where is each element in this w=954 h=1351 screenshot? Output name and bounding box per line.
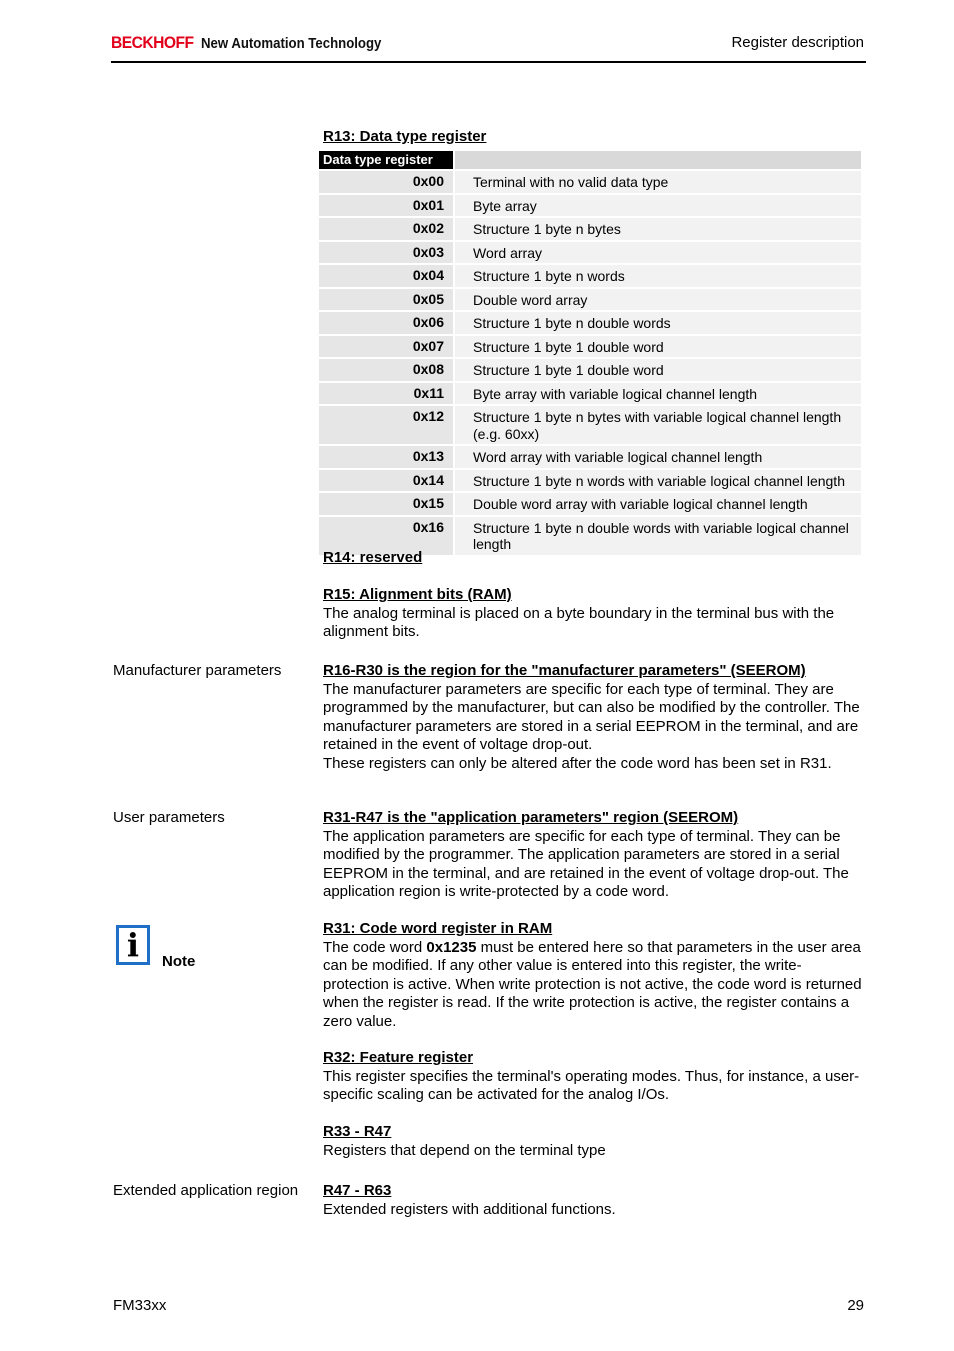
r31-section <box>323 920 863 1031</box>
type-description: Byte array with variable logical channel length <box>455 383 861 405</box>
data-type-table <box>319 151 861 557</box>
type-code: 0x13 <box>319 446 453 468</box>
r15-section <box>323 586 863 642</box>
r31-text-pre: The code word <box>323 938 427 956</box>
type-code: 0x11 <box>319 383 453 405</box>
type-description: Word array with variable logical channel length <box>455 446 861 468</box>
table-row <box>319 359 861 381</box>
type-code: 0x03 <box>319 242 453 264</box>
type-description: Byte array <box>455 195 861 217</box>
type-code: 0x07 <box>319 336 453 358</box>
table-row <box>319 289 861 311</box>
manufacturer-heading: R16-R30 is the region for the "manufacturer parameters" (SEEROM) <box>323 662 806 679</box>
type-code: 0x12 <box>319 406 453 444</box>
header-logo <box>111 33 406 55</box>
side-label-user: User parameters <box>113 809 225 826</box>
manufacturer-text-1: The manufacturer parameters are specific for each type of terminal. They are programmed by the manufacturer, but can also be modified by the controller. The manufacturer parameters are stored in a serial EEPROM in the terminal, and are retained in the event of voltage drop-out. <box>323 680 860 753</box>
table-row <box>319 383 861 405</box>
type-code: 0x14 <box>319 470 453 492</box>
table-header-cell: Data type register <box>319 151 453 169</box>
type-code: 0x00 <box>319 171 453 193</box>
r31-heading: R31: Code word register in RAM <box>323 920 553 937</box>
r32-heading: R32: Feature register <box>323 1049 474 1066</box>
table-row <box>319 265 861 287</box>
type-description: Structure 1 byte n words with variable logical channel length <box>455 470 861 492</box>
table-row <box>319 242 861 264</box>
table-header-row <box>319 151 861 169</box>
type-code: 0x05 <box>319 289 453 311</box>
table-row <box>319 312 861 334</box>
user-text: The application parameters are specific for each type of terminal. They can be modified by the programmer. The application parameters are stored in a serial EEPROM in the terminal, and are retained in the event of voltage drop-out. The application region is write-protected by a code word. <box>323 827 849 900</box>
r33-text: Registers that depend on the terminal type <box>323 1141 606 1159</box>
section-title: Register description <box>731 34 864 51</box>
type-description: Word array <box>455 242 861 264</box>
r13-heading: R13: Data type register <box>323 128 487 145</box>
footer-doc-name: FM33xx <box>113 1297 167 1314</box>
type-description: Structure 1 byte n bytes <box>455 218 861 240</box>
type-description: Structure 1 byte n double words with variable logical channel length <box>455 517 861 555</box>
type-code: 0x06 <box>319 312 453 334</box>
extended-heading: R47 - R63 <box>323 1182 392 1199</box>
r32-section <box>323 1049 863 1105</box>
type-code: 0x01 <box>319 195 453 217</box>
info-icon <box>116 925 150 965</box>
r33-section <box>323 1123 863 1160</box>
footer-page-number: 29 <box>847 1297 864 1314</box>
info-icon-glyph: i <box>126 926 140 964</box>
table-header-blank <box>455 151 861 169</box>
table-row <box>319 493 861 515</box>
type-description: Structure 1 byte n bytes with variable logical channel length (e.g. 60xx) <box>455 406 861 444</box>
type-description: Structure 1 byte 1 double word <box>455 359 861 381</box>
type-code: 0x04 <box>319 265 453 287</box>
table-row <box>319 195 861 217</box>
extended-section <box>323 1182 863 1219</box>
note-label: Note <box>162 953 196 970</box>
table-row <box>319 406 861 444</box>
user-section <box>323 809 863 902</box>
side-label-extended: Extended application region <box>113 1182 299 1199</box>
r14-heading: R14: reserved <box>323 549 423 566</box>
r33-heading: R33 - R47 <box>323 1123 392 1140</box>
table-row <box>319 446 861 468</box>
r15-heading: R15: Alignment bits (RAM) <box>323 586 512 603</box>
r31-code-word: 0x1235 <box>426 938 477 956</box>
table-row <box>319 470 861 492</box>
type-description: Structure 1 byte n double words <box>455 312 861 334</box>
table-row <box>319 336 861 358</box>
extended-text: Extended registers with additional functions. <box>323 1200 616 1218</box>
type-description: Double word array with variable logical channel length <box>455 493 861 515</box>
type-code: 0x08 <box>319 359 453 381</box>
user-heading: R31-R47 is the "application parameters" region (SEEROM) <box>323 809 739 826</box>
type-code: 0x15 <box>319 493 453 515</box>
manufacturer-text-2: These registers can only be altered after the code word has been set in R31. <box>323 754 832 772</box>
side-label-manufacturer: Manufacturer parameters <box>113 662 282 679</box>
brand-name: BECKHOFF <box>111 33 194 52</box>
header-divider <box>111 61 866 63</box>
table-body <box>319 171 861 555</box>
type-description: Double word array <box>455 289 861 311</box>
r32-text: This register specifies the terminal's operating modes. Thus, for instance, a user-specific scaling can be activated for the analog I/Os. <box>323 1067 860 1103</box>
type-description: Structure 1 byte n words <box>455 265 861 287</box>
brand-tagline: New Automation Technology <box>201 35 382 52</box>
r31-text-post: must be entered here so that parameters in the user area can be modified. If any other value is entered into this register, the write-protection is active. When write protection is not active, the code word is returned when the register is read. If the write protection is active, the register contains a zero value. <box>323 938 862 1030</box>
r15-text: The analog terminal is placed on a byte boundary in the terminal bus with the alignment bits. <box>323 604 835 640</box>
table-row <box>319 218 861 240</box>
type-description: Structure 1 byte 1 double word <box>455 336 861 358</box>
type-code: 0x02 <box>319 218 453 240</box>
table-row <box>319 171 861 193</box>
r31-text <box>323 939 863 1032</box>
manufacturer-section <box>323 662 863 773</box>
type-description: Terminal with no valid data type <box>455 171 861 193</box>
type-code: 0x16 <box>319 517 453 555</box>
